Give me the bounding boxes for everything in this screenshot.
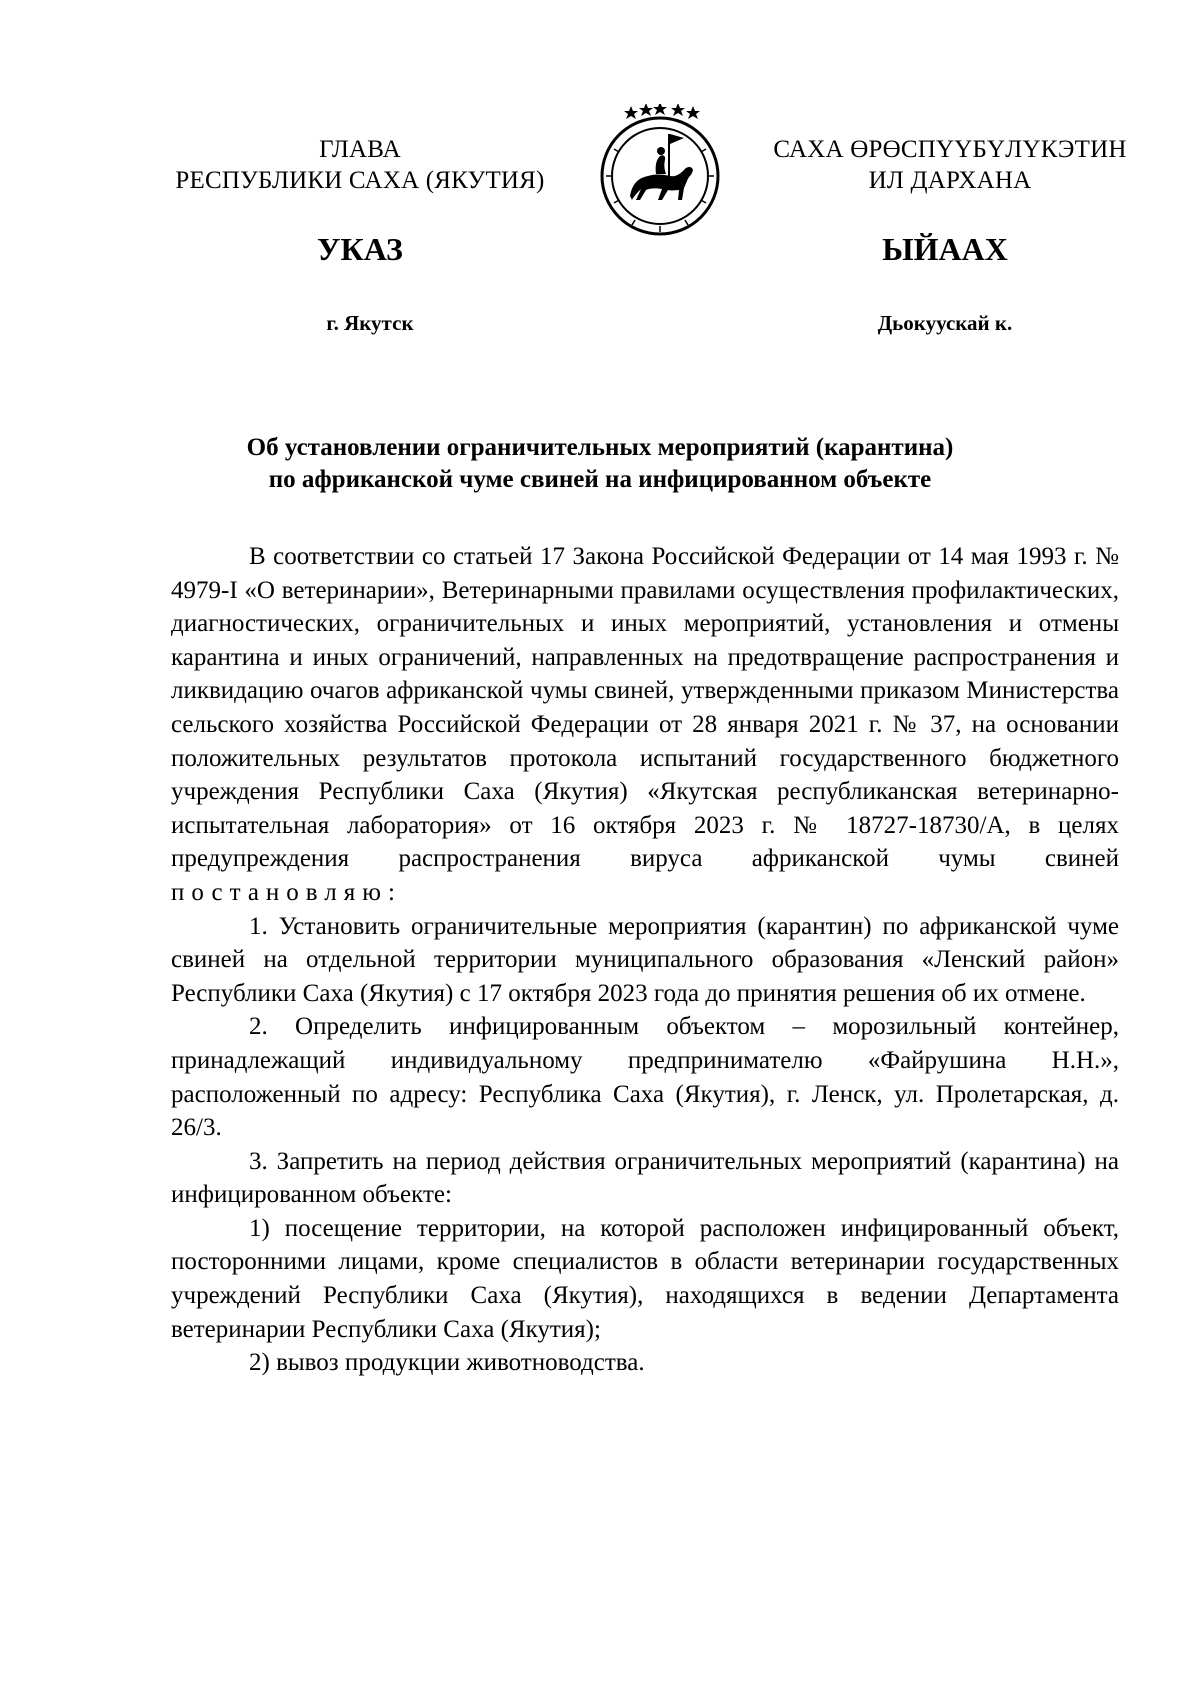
header-right-sah — [750, 134, 1150, 196]
header-left-ru — [150, 134, 570, 196]
clause-2: 2. Определить инфицированным объектом – морозильный контейнер, принадлежащий индивидуальному предпринимателю «Файрушина Н.Н.», расположенный по адресу: Республика Саха (Якутия), г. Ленск, ул. Пролетарская, д. 26/3. — [171, 1013, 1119, 1142]
place-sah: Дьокуускай к. — [877, 311, 1013, 335]
preamble-paragraph: В соответствии со статьей 17 Закона Российской Федерации от 14 мая 1993 г. № 4979-I «О ветеринарии», Ветеринарными правилами осуществления профилактических, диагностических, ограничительных и иных мероприятий, установления и отмены карантина и иных ограничений, направленных на предотвращение распространения и ликвидацию очагов африканской чумы свиней, утвержденными приказом Министерства сельского хозяйства Российской Федерации от 28 января 2021 г. № 37, на основании положительных результатов протокола испытаний государственного бюджетного учреждения Республики Саха (Якутия) «Якутская республиканская ветеринарно-испытательная лаборатория» от 16 октября 2023 г. № 18727-18730/А, в целях предупреждения распространения вируса африканской чумы свиней постановляю: — [171, 543, 1119, 906]
decree-word: постановляю — [171, 878, 388, 906]
header-left-line2: РЕСПУБЛИКИ САХА (ЯКУТИЯ) — [175, 167, 545, 194]
header-right-line1: САХА ӨРӨСПҮҮБҮЛҮКЭТИН — [773, 136, 1127, 163]
place-ru: г. Якутск — [326, 311, 414, 335]
clause-1: 1. Установить ограничительные мероприятия (карантин) по африканской чуме свиней на отдельной территории муниципального образования «Ленский район» Республики Саха (Якутия) с 17 октября 2023 года до принятия решения об их отмене. — [171, 912, 1119, 1007]
document-title — [170, 432, 1030, 496]
document-type-ru: УКАЗ — [317, 231, 403, 267]
document-type-sah: ЫЙААХ — [882, 231, 1008, 267]
clause-3: 3. Запретить на период действия ограничительных мероприятий (карантина) на инфицированном объекте: — [171, 1147, 1119, 1209]
header-right-line2: ИЛ ДАРХАНА — [868, 167, 1032, 194]
title-line-1: Об установлении ограничительных мероприятий (карантина) — [246, 434, 954, 461]
header-left-line1: ГЛАВА — [319, 136, 401, 163]
document-body — [171, 540, 1119, 1380]
coat-of-arms-emblem-icon — [592, 104, 728, 238]
clause-3-item-1: 1) посещение территории, на которой расположен инфицированный объект, посторонними лицами, кроме специалистов в области ветеринарии государственных учреждений Республики Саха (Якутия), находящихся в ведении Департамента ветеринарии Республики Саха (Якутия); — [171, 1214, 1119, 1343]
clause-3-item-2: 2) вывоз продукции животноводства. — [249, 1349, 645, 1377]
title-line-2: по африканской чуме свиней на инфицированном объекте — [268, 466, 932, 493]
preamble-text: В соответствии со статьей 17 Закона Российской Федерации от 14 мая 1993 г. № 4979-I «О ветеринарии», Ветеринарными правилами осуществления профилактических, диагностических, ограничительных и иных мероприятий, установления и отмены карантина и иных ограничений, направленных на предотвращение распространения и ликвидацию очагов африканской чумы свиней, утвержденными приказом Министерства сельского хозяйства Российской Федерации от 28 января 2021 г. № 37, на основании положительных результатов протокола испытаний государственного бюджетного учреждения Республики Саха (Якутия) «Якутская республиканская ветеринарно-испытательная лаборатория» от 16 октября 2023 г. № 18727-18730/А, в целях предупреждения распространения вируса африканской чумы свиней — [171, 543, 1119, 873]
